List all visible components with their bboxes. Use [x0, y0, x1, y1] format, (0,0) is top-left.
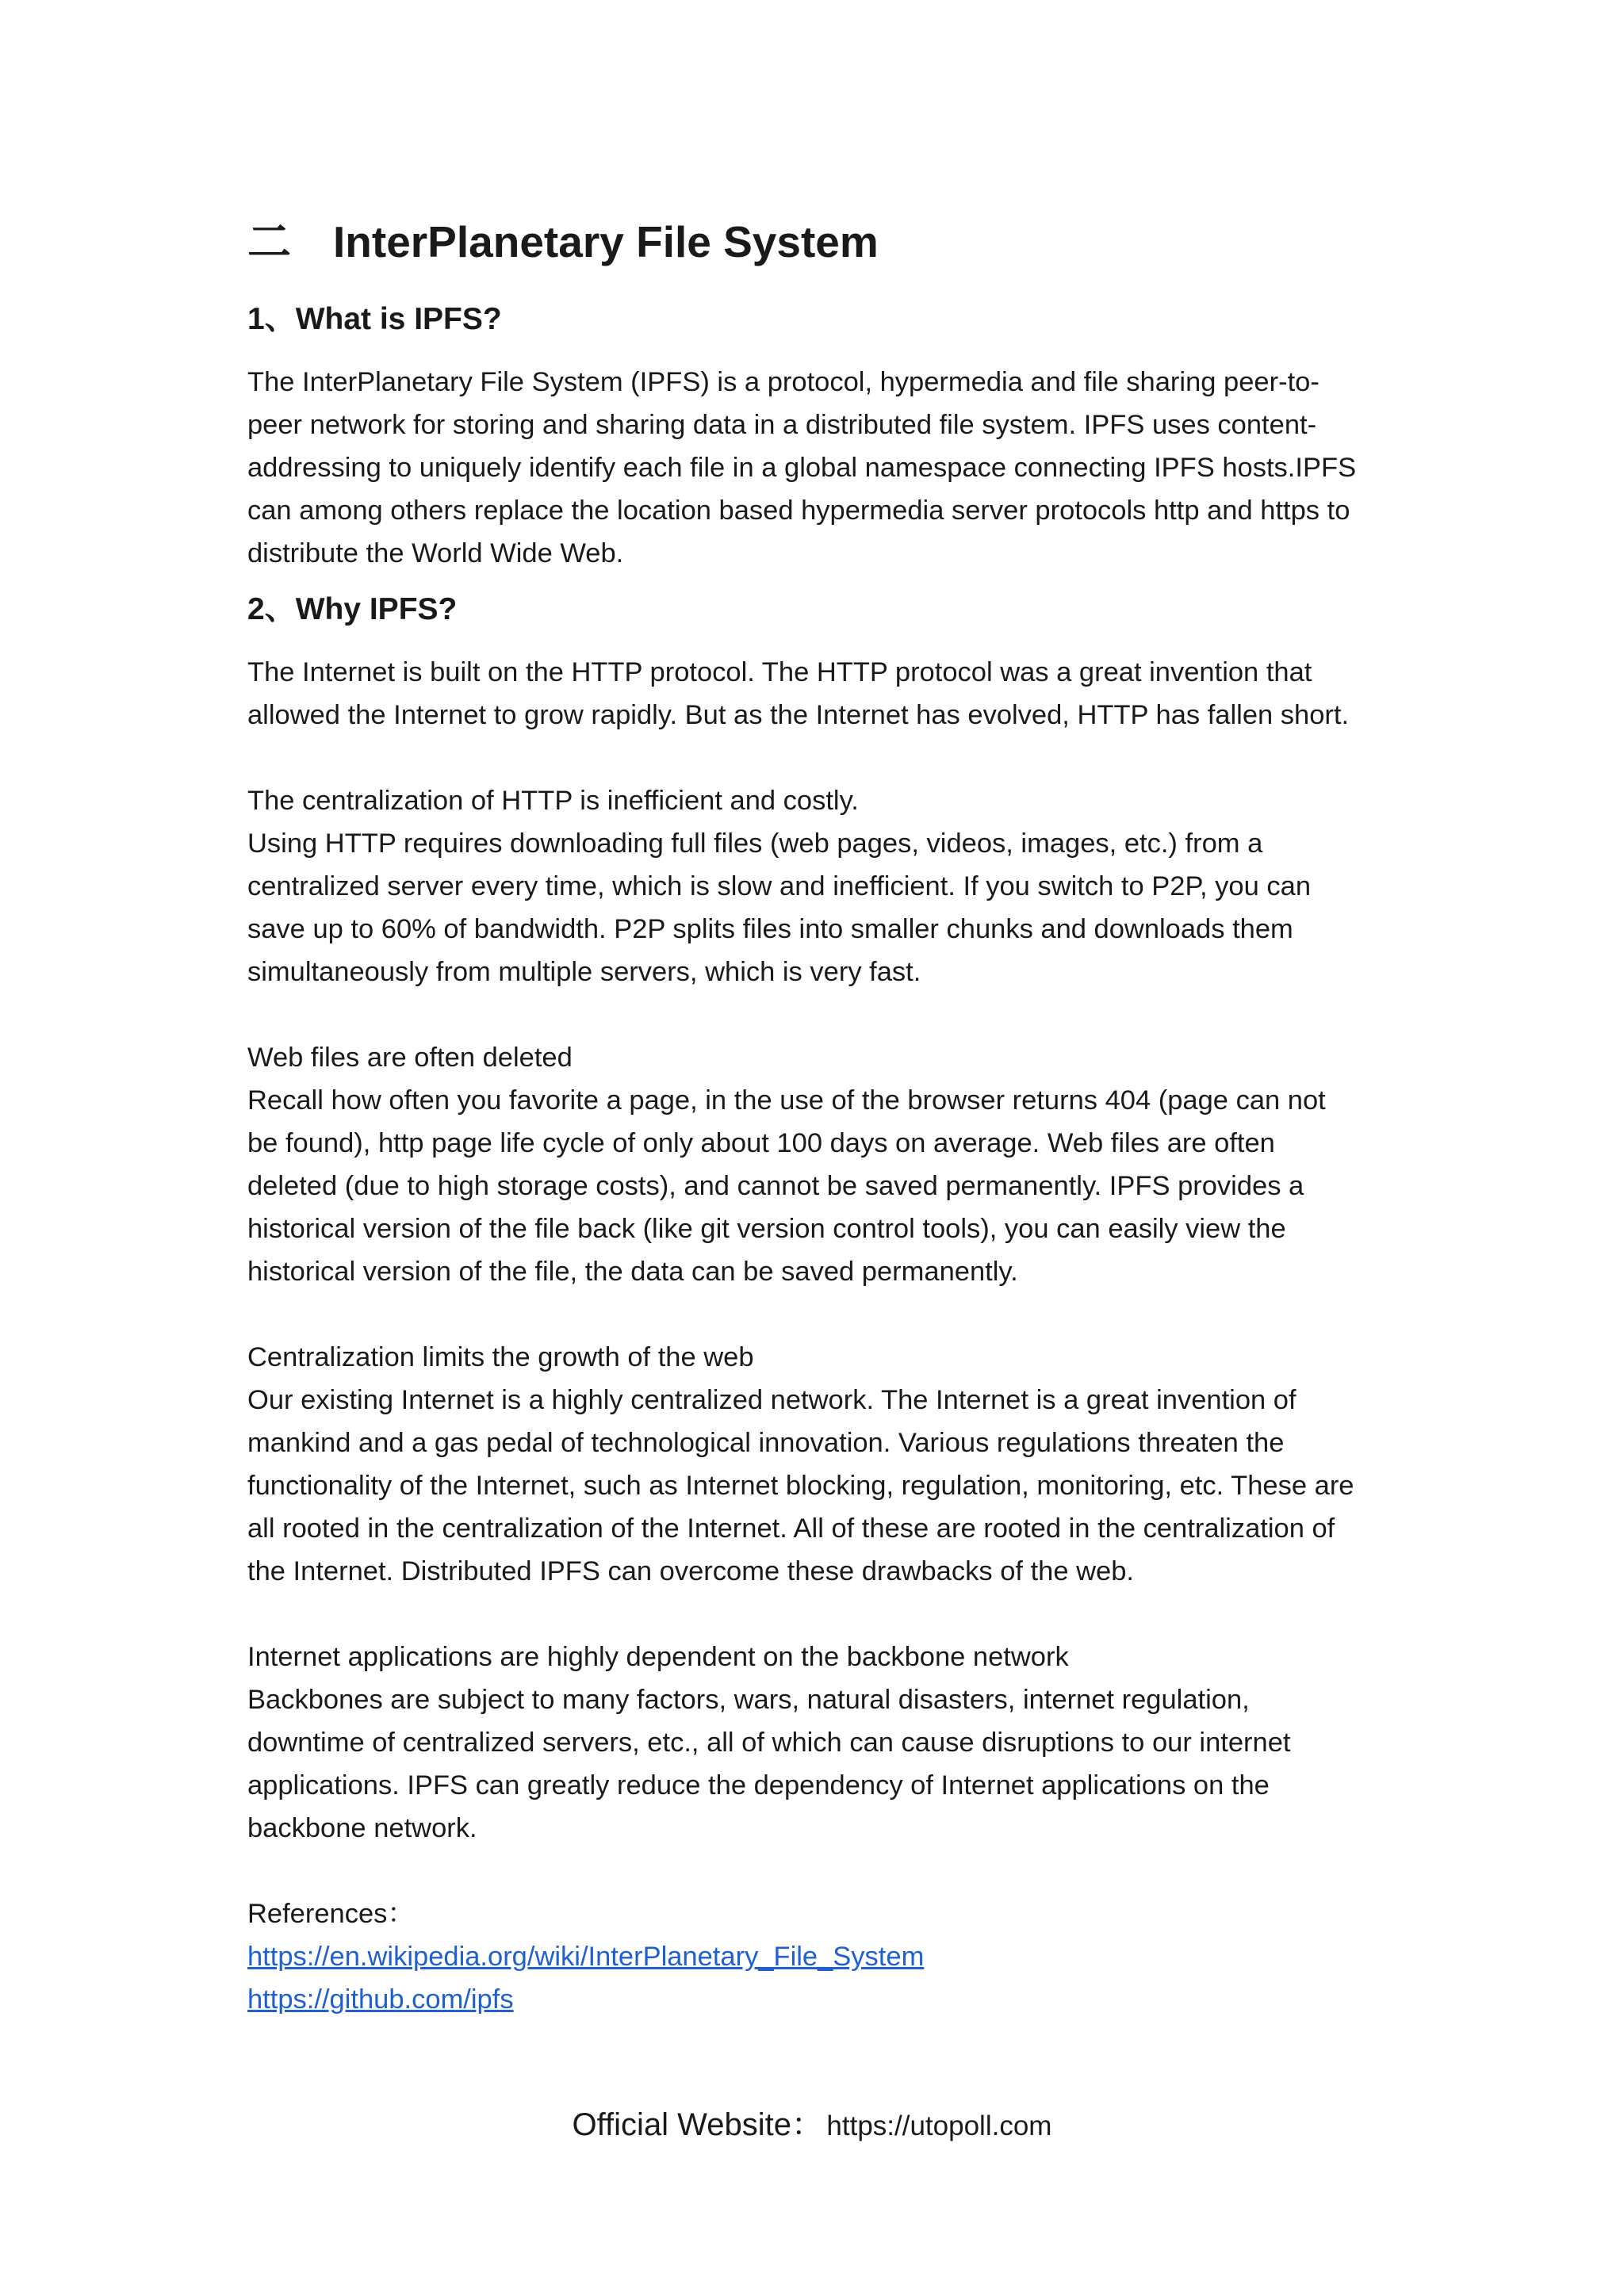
body-line: The InterPlanetary File System (IPFS) is a protocol, hypermedia and file sharing peer-to-: [247, 367, 1320, 397]
body-line: functionality of the Internet, such as Internet blocking, regulation, monitoring, etc. These are: [247, 1471, 1354, 1501]
body-line: backbone network.: [247, 1813, 477, 1843]
reference-link-github[interactable]: https://github.com/ipfs: [247, 1984, 514, 2015]
body-line: be found), http page life cycle of only about 100 days on average. Web files are often: [247, 1128, 1275, 1158]
document-title: [247, 210, 1405, 274]
section-body-what-is-ipfs: [247, 361, 1405, 575]
body-line: Using HTTP requires downloading full files (web pages, videos, images, etc.) from a: [247, 828, 1263, 859]
references-label: References：: [247, 1899, 415, 1929]
body-line: distribute the World Wide Web.: [247, 538, 624, 568]
body-line: Recall how often you favorite a page, in the use of the browser returns 404 (page can not: [247, 1085, 1326, 1115]
section-heading-why-ipfs: 2、Why IPFS?: [247, 592, 458, 626]
chapter-number: 二: [247, 217, 292, 266]
body-line: mankind and a gas pedal of technological innovation. Various regulations threaten the: [247, 1428, 1285, 1458]
body-line: centralized server every time, which is slow and inefficient. If you switch to P2P, you can: [247, 871, 1312, 901]
subheading-line: The centralization of HTTP is inefficient and costly.: [247, 786, 859, 816]
body-line: historical version of the file, the data can be saved permanently.: [247, 1257, 1018, 1287]
body-line: addressing to uniquely identify each file in a global namespace connecting IPFS hosts.IPFS: [247, 453, 1357, 483]
body-line: Backbones are subject to many factors, wars, natural disasters, internet regulation,: [247, 1685, 1250, 1715]
body-line: historical version of the file back (like git version control tools), you can easily view the: [247, 1214, 1286, 1244]
body-line: downtime of centralized servers, etc., all of which can cause disruptions to our internet: [247, 1728, 1291, 1758]
page-footer: [0, 2099, 1624, 2145]
body-line: deleted (due to high storage costs), and cannot be saved permanently. IPFS provides a: [247, 1171, 1304, 1201]
body-line: can among others replace the location based hypermedia server protocols http and https to: [247, 496, 1350, 526]
body-line: all rooted in the centralization of the Internet. All of these are rooted in the centralization of: [247, 1513, 1335, 1544]
subheading-line: Internet applications are highly dependent on the backbone network: [247, 1642, 1069, 1672]
subheading-line: Centralization limits the growth of the web: [247, 1342, 754, 1372]
body-line: Our existing Internet is a highly centralized network. The Internet is a great invention of: [247, 1385, 1297, 1415]
paragraph-gap: [247, 993, 1405, 1036]
body-line: applications. IPFS can greatly reduce the dependency of Internet applications on the: [247, 1770, 1270, 1800]
body-line: simultaneously from multiple servers, which is very fast.: [247, 957, 921, 987]
footer-label: Official Website：: [572, 2107, 823, 2142]
document-page: [247, 210, 1405, 2021]
paragraph-gap: [247, 1593, 1405, 1636]
paragraph-gap: [247, 1850, 1405, 1892]
subheading-line: Web files are often deleted: [247, 1043, 573, 1073]
chapter-title: InterPlanetary File System: [333, 217, 879, 266]
body-line: save up to 60% of bandwidth. P2P splits files into smaller chunks and downloads them: [247, 914, 1293, 944]
paragraph-gap: [247, 1293, 1405, 1336]
body-line: allowed the Internet to grow rapidly. But as the Internet has evolved, HTTP has fallen short.: [247, 700, 1350, 730]
paragraph-gap: [247, 737, 1405, 779]
body-line: the Internet. Distributed IPFS can overcome these drawbacks of the web.: [247, 1556, 1134, 1586]
section-body-why-ipfs: [247, 651, 1405, 1935]
body-line: peer network for storing and sharing data in a distributed file system. IPFS uses content-: [247, 410, 1317, 440]
section-heading-what-is-ipfs: 1、What is IPFS?: [247, 302, 502, 336]
reference-link-wikipedia[interactable]: https://en.wikipedia.org/wiki/InterPlanetary_File_System: [247, 1942, 925, 1972]
body-line: The Internet is built on the HTTP protocol. The HTTP protocol was a great invention that: [247, 657, 1312, 687]
footer-website-url[interactable]: https://utopoll.com: [826, 2110, 1052, 2141]
